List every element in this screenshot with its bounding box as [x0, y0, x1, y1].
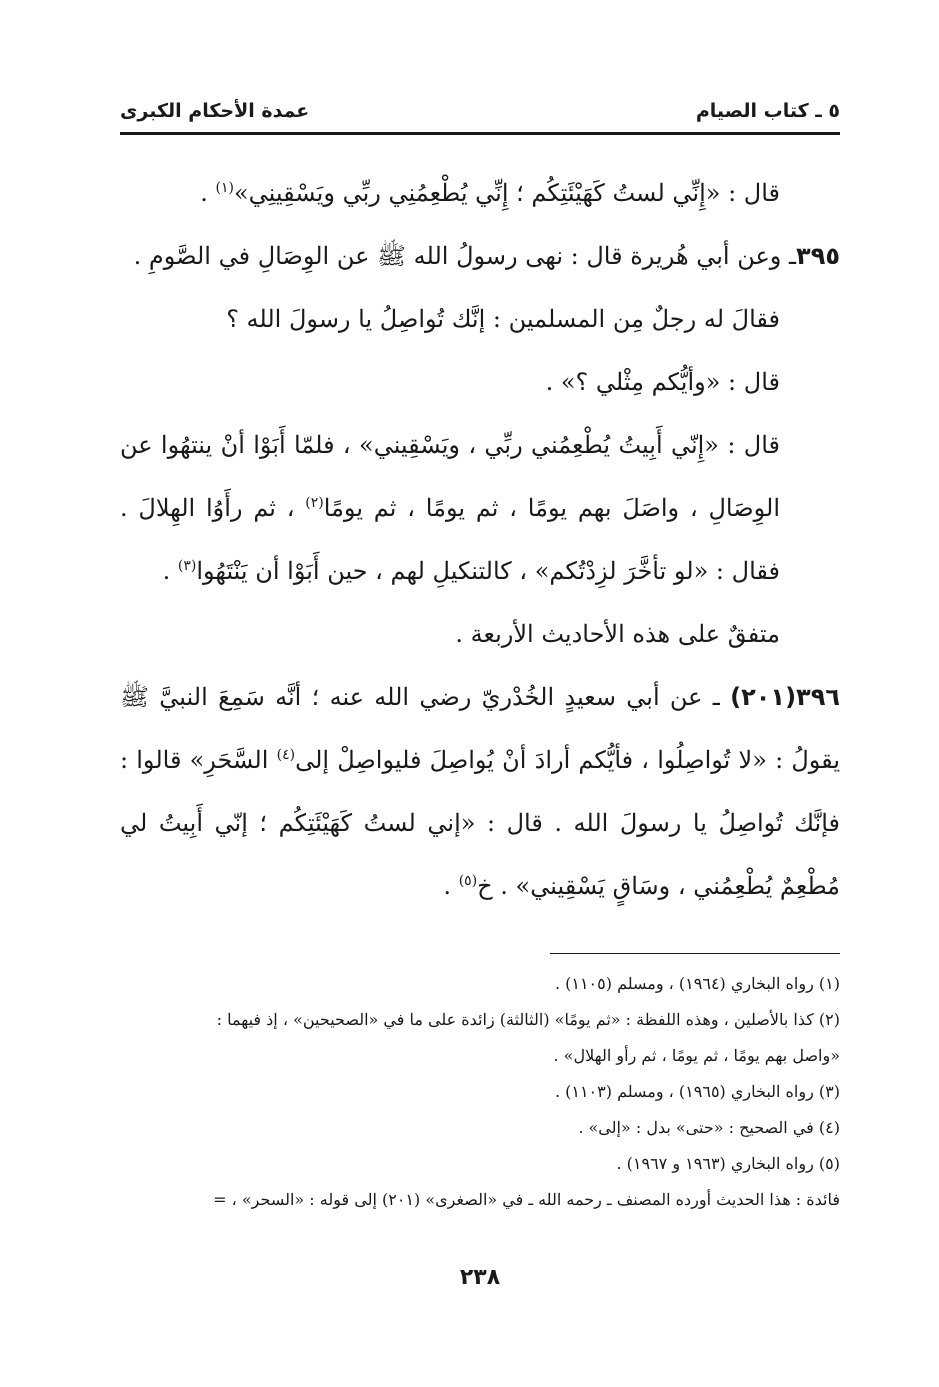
- footnote-ref-2: (٢): [305, 495, 324, 511]
- book-page: [120, 80, 840, 1320]
- footnote-separator: [550, 953, 840, 954]
- footnote-2: (٢) كذا بالأصلين ، وهذه اللفظة : «ثم يومًا» (الثالثة) زائدة على ما في «الصحيحين» ، إذ فيهما :: [216, 1010, 840, 1029]
- hadith-396: ٣٩٦(٢٠١) ـ عن أبي سعيدٍ الخُدْريّ رضي الله عنه ؛ أنَّه سَمِعَ النبيَّ ﷺ يقولُ : «لا تُواصِلُوا ، فأيُّكم أرادَ أنْ يُواصِلَ فليواصِلْ إلى$^{(٤)}$ السَّحَرِ» قالوا : فإنَّك تُواصِلُ يا رسولَ الله . قال : «إني لستُ كَهَيْئَتِكُم ؛ إنّي أَبِيتُ لي مُطْعِمٌ يُطْعِمُني ، وسَاقٍ يَسْقِيني» . خ$^{(٥)}$ .: [120, 683, 840, 900]
- paragraph-1: قال : «إِنِّي لستُ كَهَيْئَتِكُم ؛ إِنِّي يُطْعِمُنِي ربِّي ويَسْقِينِي»$^{(١)}$ .: [200, 179, 780, 207]
- paragraph-4: قال : «وأيُّكم مِثْلي ؟» .: [545, 368, 780, 396]
- paragraph-5: قال : «إِنّي أَبِيتُ يُطْعِمُني ربِّي ، ويَسْقِيني» ، فلمّا أَبَوْا أنْ ينتهُوا عن الوِصَالِ ، واصَلَ بهم يومًا ، ثم يومًا ، ثم يومًا$^{(٢)}$ ، ثم رأَوُا الهِلالَ . فقال : «لو تأخَّرَ لزِدْتُكم» ، كالتنكيلِ لهم ، حين أَبَوْا أن يَنْتَهُوا$^{(٣)}$ .: [120, 431, 780, 585]
- footnote-4: (٤) في الصحيح : «حتى» بدل : «إلى» .: [578, 1118, 840, 1137]
- footnote-ref-3: (٣): [177, 558, 197, 574]
- running-header: [120, 100, 840, 130]
- paragraph-6: متفقٌ على هذه الأحاديث الأربعة .: [455, 620, 780, 648]
- footnote-ref-1: (١): [215, 180, 234, 196]
- footnote-note: فائدة : هذا الحديث أورده المصنف ـ رحمه الله ـ في «الصغرى» (٢٠١) إلى قوله : «السحر» ، =: [213, 1190, 840, 1209]
- hadith-number: ٣٩٦(٢٠١): [730, 683, 840, 711]
- footnote-1: (١) رواه البخاري (١٩٦٤) ، ومسلم (١١٠٥) .: [554, 974, 840, 993]
- page-number: ٢٣٨: [459, 1265, 501, 1290]
- footnote-3: (٣) رواه البخاري (١٩٦٥) ، ومسلم (١١٠٣) .: [554, 1082, 840, 1101]
- footnote-ref-5: (٥): [458, 873, 478, 889]
- main-text: [120, 162, 840, 918]
- footnote-2-continued: «واصل بهم يومًا ، ثم يومًا ، ثم رأو الهلال» .: [553, 1046, 840, 1065]
- book-title: عمدة الأحكام الكبرى: [120, 100, 310, 122]
- footnotes: [120, 966, 840, 1218]
- chapter-title: ٥ ـ كتاب الصيام: [695, 100, 840, 122]
- hadith-395: ٣٩٥ـ وعن أبي هُريرة قال : نهى رسولُ الله ﷺ عن الوِصَالِ في الصَّومِ .: [133, 242, 840, 270]
- header-rule: [120, 132, 840, 135]
- footnote-ref-4: (٤): [276, 747, 296, 763]
- footnote-5: (٥) رواه البخاري (١٩٦٣ و ١٩٦٧) .: [616, 1154, 840, 1173]
- paragraph-3: فقالَ له رجلٌ مِن المسلمين : إنَّك تُواصِلُ يا رسولَ الله ؟: [226, 305, 780, 333]
- hadith-number: ٣٩٥: [796, 242, 840, 270]
